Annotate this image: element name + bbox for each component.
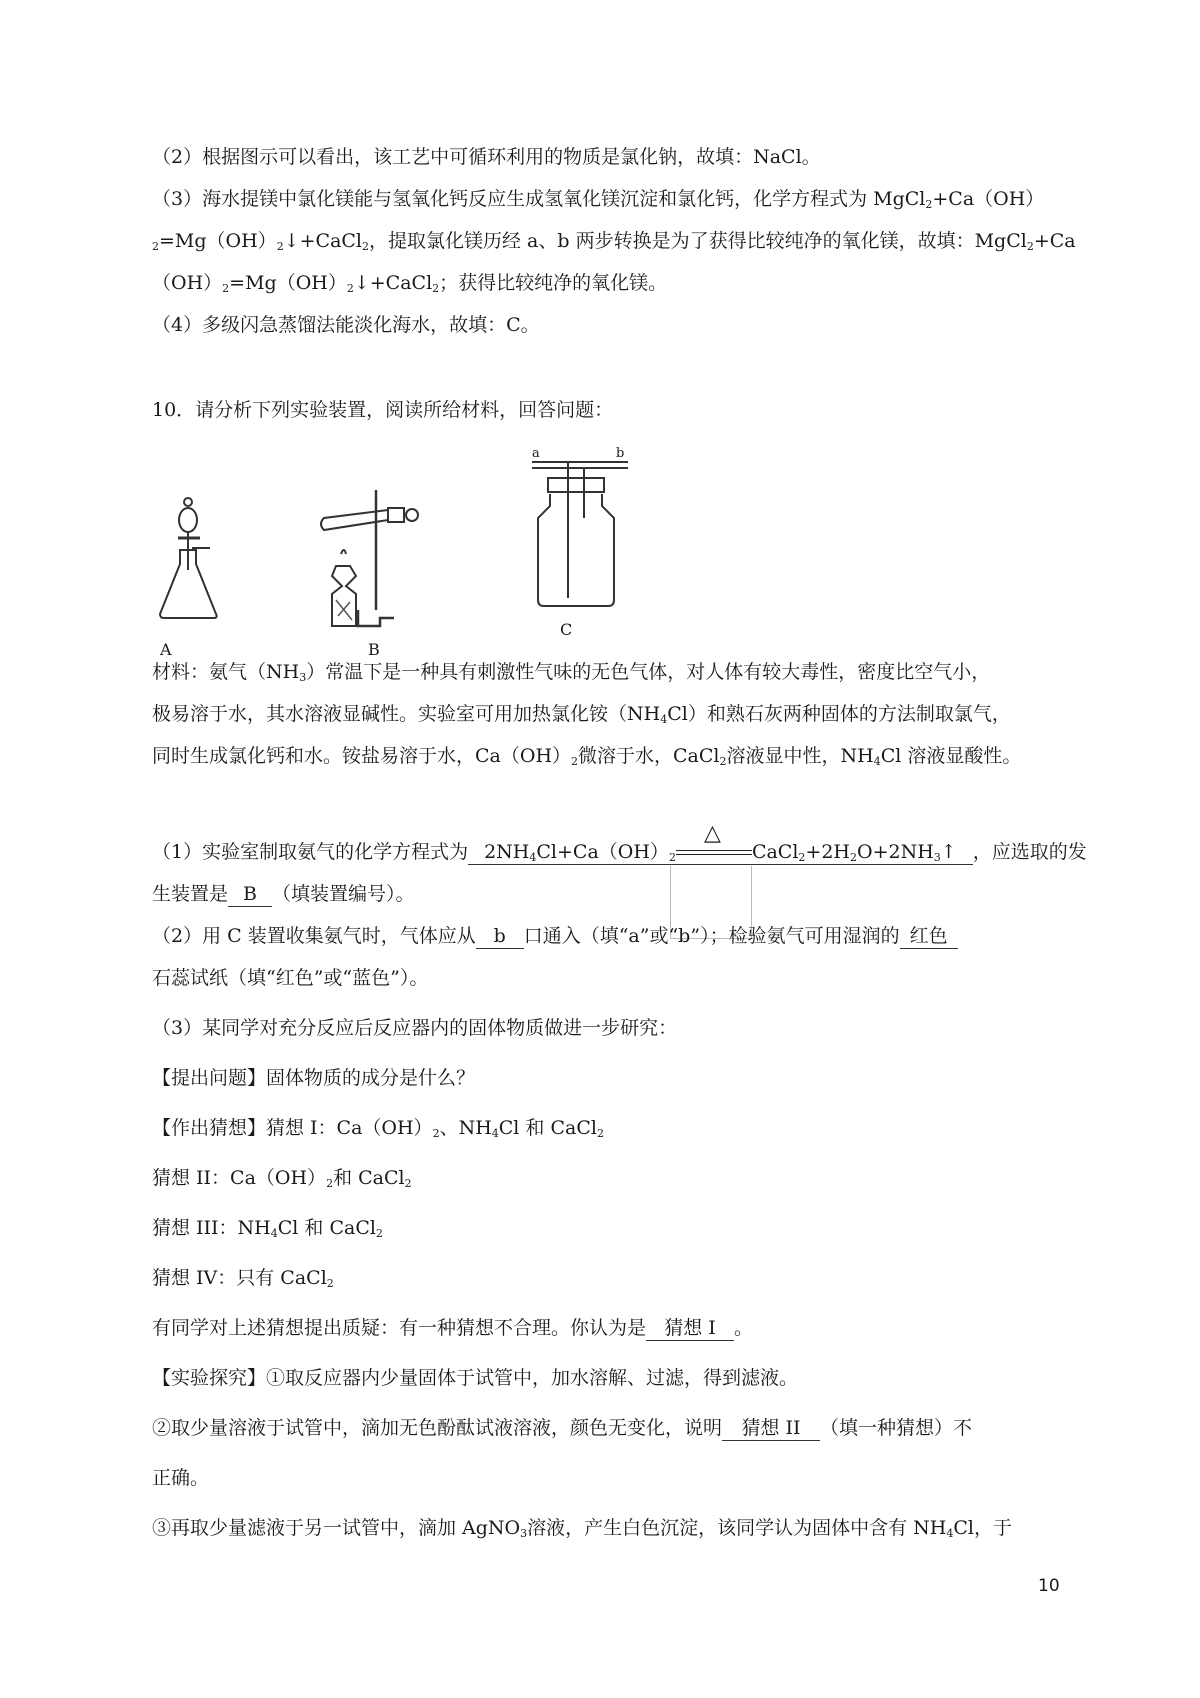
label-c: C	[560, 620, 573, 639]
part2-line2: 石蕊试纸（填“红色”或“蓝色”）。	[152, 967, 429, 989]
answer-q4: （4）多级闪急蒸馏法能淡化海水，故填：C。	[152, 314, 540, 336]
material-line3: 同时生成氯化钙和水。铵盐易溶于水，$Ca(OH)_2$微溶于水，CaCl$_2$溶液显中性，$NH_4Cl$ 溶液显酸性。	[152, 745, 1022, 768]
heat-condition	[676, 821, 752, 862]
guess-1: 【作出猜想】猜想 I：$Ca(OH)_2$、$NH_4Cl$ 和 CaCl$_2$	[152, 1117, 604, 1140]
answer-unreasonable-guess: 猜想 I	[646, 1316, 734, 1341]
apparatus-b	[318, 490, 438, 659]
page-number: 10	[1038, 1576, 1060, 1596]
answer-q2: （2）根据图示可以看出，该工艺中可循环利用的物质是氯化钠，故填：NaCl。	[152, 146, 821, 168]
guess-2: 猜想 II：$Ca(OH)_2$和 CaCl$_2$	[152, 1167, 412, 1190]
answer-inlet: b	[476, 924, 524, 949]
part1-line2: 生装置是 B （填装置编号）。	[152, 883, 415, 905]
material-line2: 极易溶于水，其水溶液显碱性。实验室可用加热氯化铵$(NH_4Cl)$和熟石灰两种固体的方法制取氯气，	[152, 703, 1011, 726]
answer-q3-line1: （3）海水提镁中氯化镁能与氢氧化钙反应生成氢氧化镁沉淀和氯化钙，化学方程式为 MgCl$_2$+Ca（OH）	[152, 188, 1045, 211]
answer-q3-line3: $(OH)_2=Mg(OH)_2↓+CaCl_2$；获得比较纯净的氧化镁。	[152, 272, 668, 295]
experiment-step2-cont: 正确。	[152, 1467, 210, 1489]
part3-intro: （3）某同学对充分反应后反应器内的固体物质做进一步研究：	[152, 1017, 678, 1039]
question-10-title: 10．请分析下列实验装置，阅读所给材料，回答问题：	[152, 399, 614, 421]
part2-line1: （2）用 C 装置收集氨气时，气体应从 b 口通入（填“a”或“b”）；检验氨气可用湿润的 红色	[152, 922, 958, 950]
equation-answer: $2NH_4Cl+Ca(OH)_2$ △ $CaCl_2+2H_2O+2NH_3↑$	[468, 838, 973, 865]
answer-apparatus: B	[228, 882, 272, 907]
experiment-step3: ③再取少量滤液于另一试管中，滴加 AgNO$_3$溶液，产生白色沉淀，该同学认为固体中含有 $NH_4Cl$，于	[152, 1517, 1013, 1540]
delta-icon: △	[703, 821, 721, 846]
doubt-line: 有同学对上述猜想提出质疑：有一种猜想不合理。你认为是 猜想 I 。	[152, 1317, 754, 1339]
answer-q3-line2: $_2=Mg(OH)_2↓+CaCl_2$，提取氯化镁历经 a、b 两步转换是为了获得比较纯净的氧化镁，故填：MgCl$_2$+Ca	[152, 230, 1076, 253]
ask-question: 【提出问题】固体物质的成分是什么？	[152, 1067, 476, 1089]
answer-litmus: 红色	[900, 924, 958, 949]
material-line1: 材料：氨气$(NH_3)$常温下是一种具有刺激性气味的无色气体，对人体有较大毒性，密度比空气小，	[152, 661, 991, 684]
tube-label-a: a	[532, 446, 540, 461]
guess-4: 猜想 IV：只有 CaCl$_2$	[152, 1267, 334, 1290]
experiment-step2: ②取少量溶液于试管中，滴加无色酚酞试液溶液，颜色无变化，说明 猜想 II （填一种猜想）不	[152, 1417, 973, 1439]
label-b: B	[368, 640, 380, 659]
apparatus-a	[152, 490, 232, 659]
guess-3: 猜想 III：$NH_4Cl$ 和 CaCl$_2$	[152, 1217, 383, 1240]
label-a: A	[160, 640, 172, 659]
answer-incorrect-guess: 猜想 II	[722, 1416, 820, 1441]
part1-line1: （1）实验室制取氨气的化学方程式为 $2NH_4Cl+Ca(OH)_2$ △ $CaCl_2+2H_2O+2NH_3↑$ ，应选取的发	[152, 821, 1087, 864]
apparatus-c	[520, 446, 640, 639]
tube-label-b: b	[616, 446, 625, 461]
experiment-step1: 【实验探究】①取反应器内少量固体于试管中，加水溶解、过滤，得到滤液。	[152, 1367, 799, 1389]
